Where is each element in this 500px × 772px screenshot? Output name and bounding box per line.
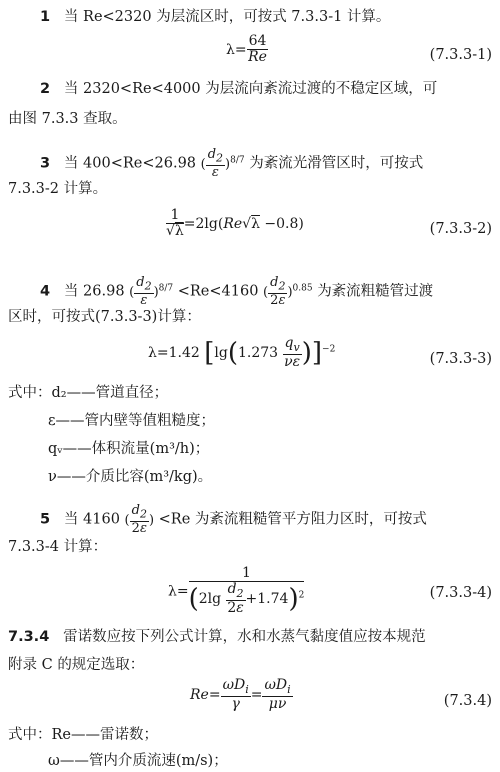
item-2-text-a: 当 2320<Re<4000 为层流向紊流过渡的不稳定区域，可 (63, 81, 438, 97)
section-7-3-4-number: 7.3.4 (8, 629, 50, 645)
where-epsilon: ε——管内壁等值粗糙度； (48, 413, 216, 429)
item-3-line-a (40, 148, 423, 180)
where-re: 式中：Re——雷诺数； (8, 727, 158, 743)
equation-7-3-3-4: λ= 1 (2lg $\frac{d_2}{2\varepsilon}$ +1.74)$^2$ (168, 565, 305, 617)
item-1-line (40, 10, 390, 25)
item-5-line-a (40, 504, 427, 536)
equation-number-4: (7.3.3-4) (429, 585, 492, 601)
equation-number-5: (7.3.4) (443, 693, 492, 709)
equation-7-3-3-1: λ= $\frac{64}{Re}$ (226, 33, 267, 66)
equation-7-3-4: Re= $\omega D_i$ γ = $\omega D_i$ μν (190, 677, 291, 712)
item-5-number: 5 (40, 511, 51, 528)
item-3-text-c: 7.3.3-2 计算。 (8, 181, 108, 197)
item-3-text-b: 为紊流光滑管区时，可按式 (249, 155, 424, 172)
equation-7-3-3-2: $\frac{1}{√\lambda}$ =2lg(Re√λ −0.8) (166, 207, 304, 240)
item-5-text-a: 当 4160 (63, 511, 120, 528)
item-4-line-a (40, 276, 433, 308)
equation-number-1: (7.3.3-1) (429, 47, 492, 63)
item-1-number: 1 (40, 9, 51, 25)
fraction-d2-over-2epsilon: ( $\frac{d_2}{2\varepsilon}$ )$^{0.85}$ (263, 275, 313, 308)
where-nu: ν——介质比容(m³/kg)。 (48, 469, 213, 485)
item-4-text-a: 当 26.98 (63, 283, 125, 300)
fraction-d2-over-epsilon-2: ( $\frac{d_2}{\varepsilon}$ )$^{8/7}$ (129, 275, 174, 308)
item-3-text-a: 当 400<Re<26.98 (63, 155, 197, 172)
fraction-d2-over-epsilon: ( $\frac{d_2}{\varepsilon}$ )$^{8/7}$ (200, 147, 245, 180)
section-7-3-4-text-b: 附录 C 的规定选取： (8, 657, 145, 673)
where-omega: ω——管内介质流速(m/s)； (48, 753, 228, 769)
equation-7-3-3-3: λ=1.42 [lg(1.273 $\frac{q_v}{\nu\varepsilon}$ )]$^{-2}$ (148, 335, 336, 370)
fraction-d2-over-2epsilon-2: ( $\frac{d_2}{2\varepsilon}$ ) (124, 503, 155, 536)
where-d2: 式中：d₂——管道直径； (8, 385, 169, 401)
item-4-text-c: 为紊流粗糙管过渡 (317, 283, 434, 300)
equation-number-3: (7.3.3-3) (429, 351, 492, 367)
item-2-line-a (40, 82, 437, 97)
section-7-3-4-line-a (8, 630, 426, 645)
where-qv: qᵥ——体积流量(m³/h)； (48, 441, 210, 457)
item-3-number: 3 (40, 155, 51, 172)
item-5-text-c: 7.3.3-4 计算： (8, 539, 108, 555)
section-7-3-4-text-a: 雷诺数应按下列公式计算，水和水蒸气黏度值应按本规范 (63, 629, 426, 645)
item-2-number: 2 (40, 81, 51, 97)
equation-number-2: (7.3.3-2) (429, 221, 492, 237)
item-2-text-b: 由图 7.3.3 查取。 (8, 111, 127, 127)
item-1-text: 当 Re<2320 为层流区时，可按式 7.3.3-1 计算。 (63, 9, 391, 25)
item-5-text-b: <Re 为紊流粗糙管平方阻力区时，可按式 (158, 511, 427, 528)
item-4-text-d: 区时，可按式(7.3.3-3)计算： (8, 309, 201, 325)
item-4-text-b: <Re<4160 (177, 283, 259, 300)
item-4-number: 4 (40, 283, 51, 300)
